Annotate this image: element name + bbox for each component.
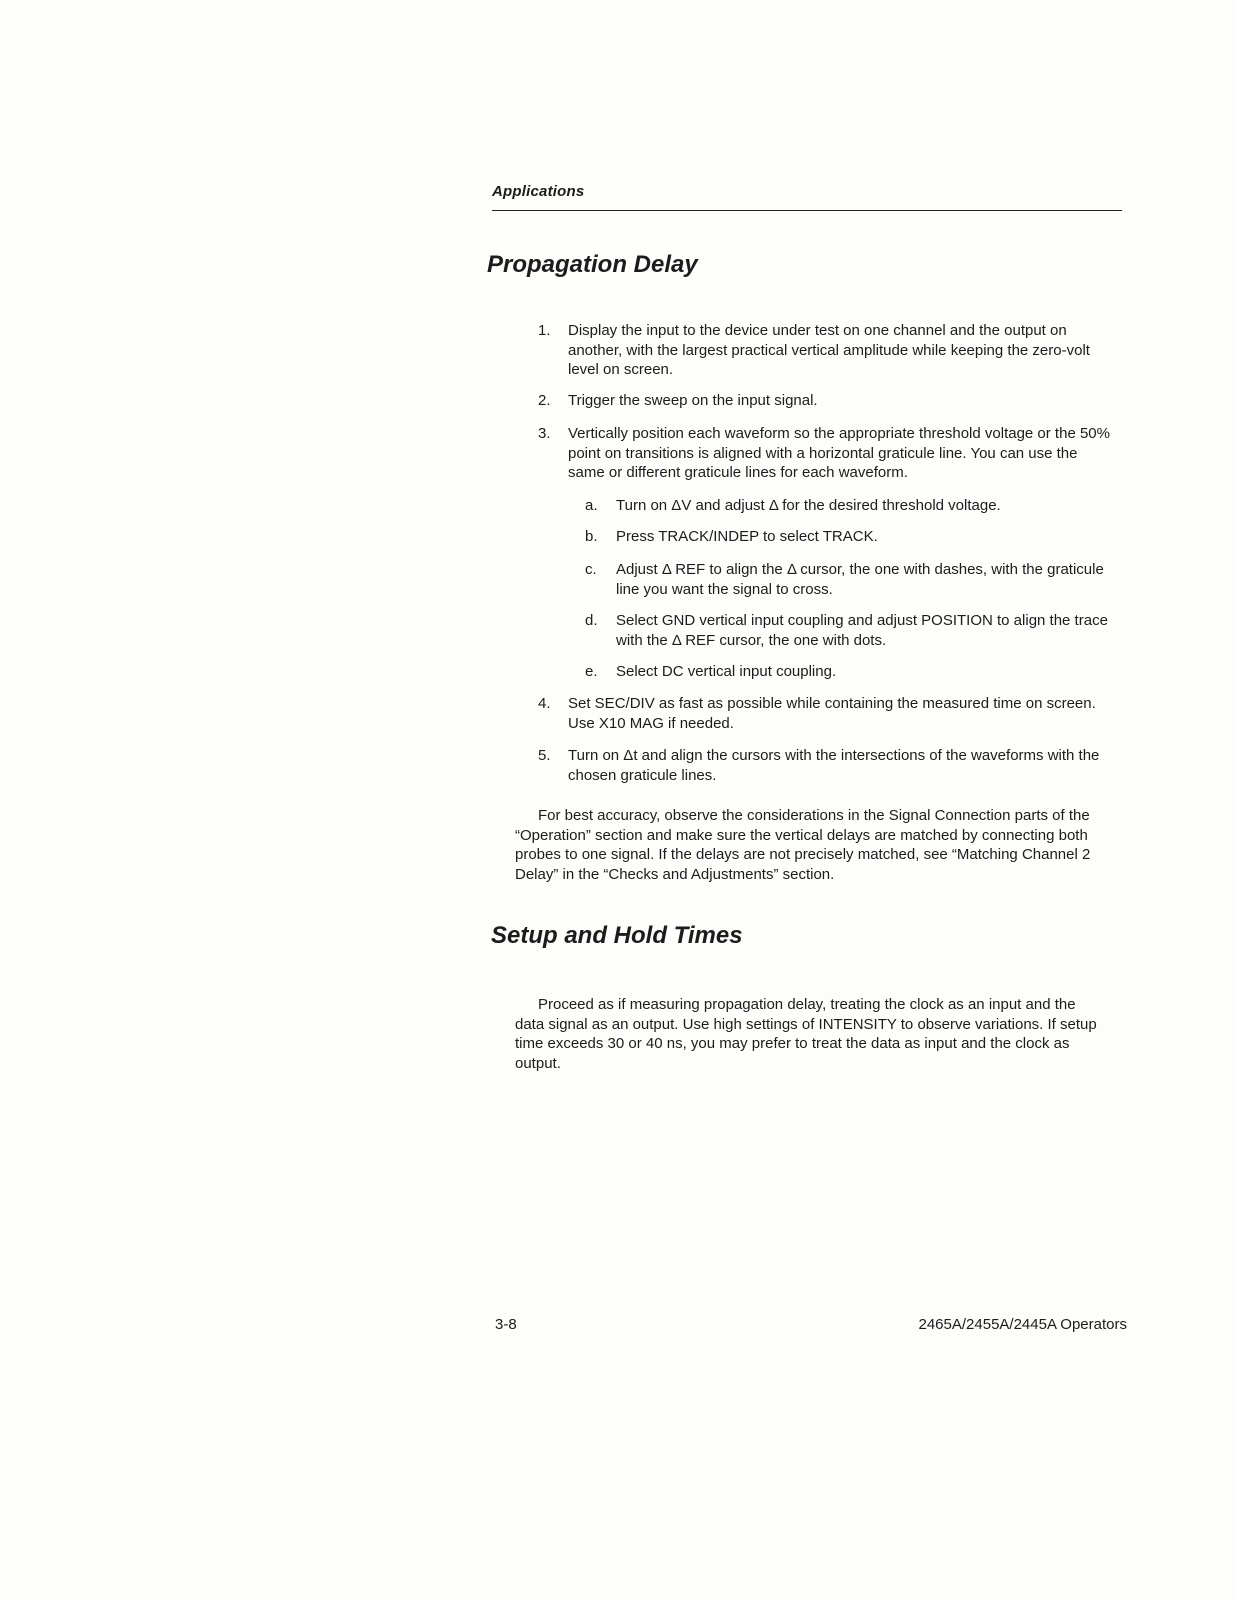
setup-hold-paragraph: Proceed as if measuring propagation delay, treating the clock as an input and the data signal as an output. Use high settings of INTENSITY to observe variations. If setup time exceeds 30 or 40 ns, you may prefer to treat the data as input and the clock as output. (515, 996, 1097, 1072)
page-number: 3-8 (495, 1316, 517, 1333)
step-text: Turn on Δt and align the cursors with the intersections of the waveforms with the chosen graticule lines. (568, 747, 1100, 784)
step-text: Display the input to the device under test on one channel and the output on another, with the largest practical vertical amplitude while keeping the zero-volt level on screen. (568, 322, 1090, 378)
step-number: 4. (538, 695, 551, 712)
accuracy-paragraph: For best accuracy, observe the considerations in the Signal Connection parts of the “Operation” section and make sure the vertical delays are matched by connecting both probes to one signal. If the delays are not precisely matched, see “Matching Channel 2 Delay” in the “Checks and Adjustments” section. (515, 807, 1091, 883)
substep-letter: c. (585, 561, 597, 578)
substep-text: Select GND vertical input coupling and adjust POSITION to align the trace with the Δ REF cursor, the one with dots. (616, 612, 1108, 649)
substep-text: Adjust Δ REF to align the Δ cursor, the one with dashes, with the graticule line you want the signal to cross. (616, 561, 1104, 598)
step-number: 2. (538, 392, 551, 409)
header-rule (492, 210, 1122, 211)
step-number: 3. (538, 425, 551, 442)
substep-letter: d. (585, 612, 598, 629)
substep-text: Turn on ΔV and adjust Δ for the desired threshold voltage. (616, 497, 1001, 514)
manual-title: 2465A/2455A/2445A Operators (918, 1316, 1127, 1333)
substep-letter: a. (585, 497, 598, 514)
section-heading-setup-and-hold-times: Setup and Hold Times (491, 922, 743, 949)
step-text: Trigger the sweep on the input signal. (568, 392, 818, 409)
substep-letter: e. (585, 663, 598, 680)
section-heading-propagation-delay: Propagation Delay (487, 251, 698, 278)
substep-letter: b. (585, 528, 598, 545)
step-number: 5. (538, 747, 551, 764)
step-number: 1. (538, 322, 551, 339)
step-text: Vertically position each waveform so the appropriate threshold voltage or the 50% point on transitions is aligned with a horizontal graticule line. You can use the same or different graticule lines for each waveform. (568, 425, 1110, 481)
substep-text: Select DC vertical input coupling. (616, 663, 837, 680)
header-title: Applications (492, 183, 585, 200)
step-text: Set SEC/DIV as fast as possible while containing the measured time on screen. Use X10 MAG if needed. (568, 695, 1096, 732)
substep-text: Press TRACK/INDEP to select TRACK. (616, 528, 878, 545)
